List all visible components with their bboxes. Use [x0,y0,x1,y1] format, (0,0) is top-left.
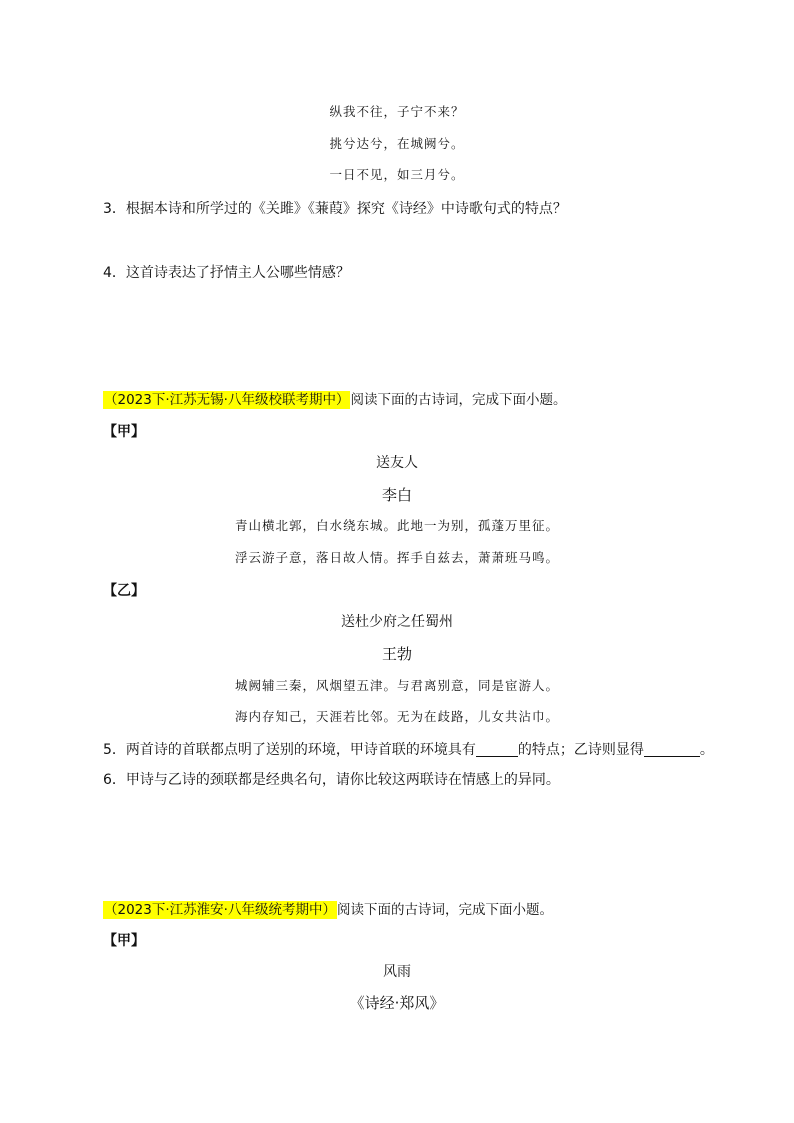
poem-title: 送杜少府之任蜀州 [341,614,453,630]
poem-line: 纵我不往，子宁不来？ [329,104,465,119]
source-highlight: （2023下·江苏无锡·八年级校联考期中） [104,392,350,408]
poem-title: 送友人 [376,455,418,471]
poem-author: 王勃 [381,645,412,663]
poem-line: 浮云游子意，落日故人情。挥手自兹去，萧萧班马鸣。 [234,550,559,565]
source-line [103,898,553,918]
poem-author: 李白 [381,486,412,504]
label-yi: 【乙】 [103,583,145,599]
answer-blank[interactable] [476,742,518,757]
poem-line: 一日不见，如三月兮。 [329,167,465,182]
source-highlight: （2023下·江苏淮安·八年级统考期中） [104,902,336,918]
question-5 [103,739,714,759]
poem-line: 青山横北郭，白水绕东城。此地一为别，孤蓬万里征。 [234,518,559,533]
instruction: 阅读下面的古诗词，完成下面小题。 [350,392,567,408]
poem-author: 《诗经·郑风》 [349,994,445,1012]
question-5-part3: 。 [699,742,714,758]
poem-title: 风雨 [383,964,411,980]
label-jia: 【甲】 [103,424,145,440]
label-jia: 【甲】 [103,933,145,949]
poem-line: 海内存知己，天涯若比邻。无为在歧路，儿女共沾巾。 [234,709,559,724]
question-3: 3．根据本诗和所学过的《关雎》《蒹葭》探究《诗经》中诗歌句式的特点？ [103,201,567,217]
source-line [103,388,566,408]
question-5-part2: 的特点；乙诗则显得 [517,742,644,758]
answer-blank[interactable] [644,742,700,757]
instruction: 阅读下面的古诗词，完成下面小题。 [336,902,553,918]
question-6: 6．甲诗与乙诗的颈联都是经典名句，请你比较这两联诗在情感上的异同。 [103,772,560,788]
question-5-part1: 5．两首诗的首联都点明了送别的环境，甲诗首联的环境具有 [103,742,476,758]
poem-line: 城阙辅三秦，风烟望五津。与君离别意，同是宦游人。 [234,678,559,693]
question-4: 4．这首诗表达了抒情主人公哪些情感？ [103,265,350,281]
poem-line: 挑兮达兮，在城阙兮。 [329,136,465,151]
